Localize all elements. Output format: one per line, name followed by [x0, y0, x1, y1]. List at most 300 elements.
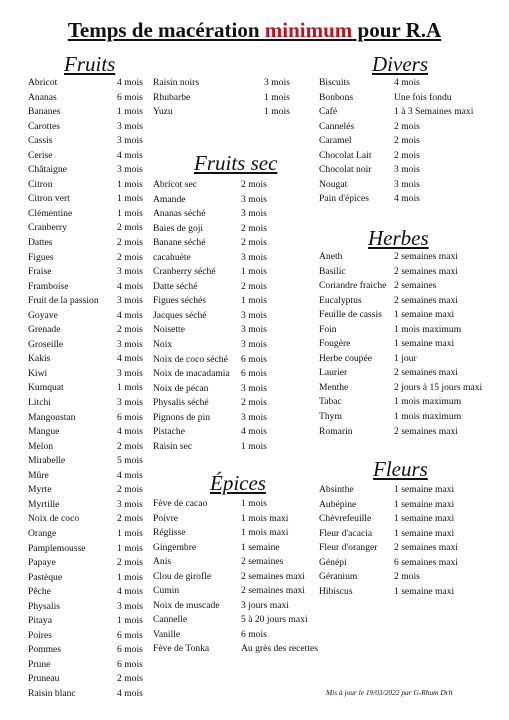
- item-name: Hibiscus: [319, 585, 353, 597]
- item-name: Fougère: [319, 338, 351, 350]
- list-item: [319, 512, 485, 527]
- item-duration: 4 mois: [117, 149, 143, 161]
- item-duration: 5 à 20 jours maxi: [241, 614, 308, 626]
- item-name: Réglisse: [153, 527, 186, 539]
- item-name: Abricot sec: [153, 179, 197, 190]
- list-item: [153, 599, 329, 614]
- item-name: Banane séché: [153, 237, 206, 249]
- item-name: Noix de coco: [28, 513, 80, 525]
- item-name: Herbe coupée: [319, 352, 372, 364]
- item-name: Kiwi: [28, 367, 48, 379]
- item-duration: 4 mois: [117, 687, 143, 699]
- list-item: [153, 309, 299, 324]
- item-name: Noix de coco séché: [153, 353, 228, 365]
- list-item: [319, 381, 485, 396]
- item-duration: 3 jours maxi: [241, 599, 289, 611]
- item-name: Bonbons: [319, 91, 354, 103]
- list-item: [153, 396, 299, 411]
- item-name: Fleur d'acacia: [319, 527, 373, 539]
- list-item: [28, 221, 150, 236]
- item-duration: 1 mois maxi: [241, 527, 289, 539]
- item-duration: 3 mois: [117, 266, 143, 278]
- item-duration: 3 mois: [117, 295, 143, 307]
- item-name: Ananas séché: [153, 208, 206, 220]
- item-duration: 4 mois: [394, 77, 420, 88]
- list-item: [28, 672, 150, 687]
- item-duration: 1 jour: [394, 352, 417, 364]
- list-item: [153, 497, 329, 512]
- item-duration: 3 mois: [117, 397, 143, 409]
- item-name: Feuille de cassis: [319, 309, 382, 321]
- list-item: [319, 105, 485, 120]
- list-item: [28, 149, 150, 164]
- title-highlight: minimum: [264, 18, 353, 42]
- item-name: Pamplemousse: [28, 542, 86, 554]
- item-duration: 4 mois: [117, 586, 143, 598]
- page-title: [0, 18, 509, 43]
- item-duration: 2 mois: [241, 237, 267, 249]
- item-name: Cranberry: [28, 222, 67, 234]
- list-item: [153, 613, 329, 628]
- item-duration: 2 mois: [394, 571, 420, 583]
- list-item: [28, 178, 150, 193]
- item-duration: 1 mois: [117, 615, 143, 627]
- item-name: Cerise: [28, 149, 53, 161]
- list-item: [319, 556, 485, 571]
- item-duration: 3 mois: [241, 411, 267, 423]
- item-duration: 3 mois: [241, 208, 267, 220]
- list-item: [28, 134, 150, 149]
- item-name: Rhubarbe: [153, 91, 191, 103]
- list-item: [319, 279, 485, 294]
- item-duration: 2 mois: [117, 440, 143, 452]
- item-name: Prune: [28, 658, 51, 670]
- item-name: Chocolat Lait: [319, 149, 372, 161]
- item-name: Cumin: [153, 585, 180, 597]
- list-item: [28, 571, 150, 586]
- item-duration: 1 à 3 Semaines maxi: [394, 106, 474, 118]
- item-name: Raisin noirs: [153, 77, 200, 88]
- item-duration: 2 mois: [117, 251, 143, 263]
- list-item: [153, 382, 299, 397]
- list-item: [28, 411, 150, 426]
- item-duration: 2 mois: [241, 179, 267, 190]
- item-duration: 3 mois: [241, 324, 267, 336]
- list-item: [28, 294, 150, 309]
- item-duration: 1 mois: [241, 440, 267, 452]
- item-duration: 3 mois: [117, 498, 143, 510]
- item-name: Datte séché: [153, 280, 198, 292]
- item-name: Bananes: [28, 106, 61, 118]
- list-item: [319, 366, 485, 381]
- item-duration: 2 mois: [117, 237, 143, 249]
- item-duration: 1 mois: [117, 382, 143, 394]
- item-name: Noisette: [153, 324, 185, 336]
- list-item: [319, 323, 485, 338]
- item-name: Cannelle: [153, 614, 188, 626]
- item-name: Pistache: [153, 426, 185, 438]
- item-name: Melon: [28, 440, 54, 452]
- list-item: [153, 338, 299, 353]
- item-duration: 3 mois: [117, 338, 143, 350]
- list-item: [28, 367, 150, 382]
- fruits-sec-list: [153, 178, 299, 454]
- item-duration: 1 semaine: [241, 541, 280, 553]
- item-name: Biscuits: [319, 77, 350, 88]
- list-item: [153, 411, 299, 426]
- list-item: [153, 425, 299, 440]
- item-duration: 1 semaine maxi: [394, 338, 455, 350]
- herbes-list: [319, 250, 485, 439]
- fruits-extra-list: [153, 76, 299, 120]
- list-item: [319, 352, 485, 367]
- item-name: Baies de goji: [153, 222, 204, 234]
- item-duration: 6 mois: [241, 353, 267, 365]
- item-name: Papaye: [28, 557, 56, 569]
- list-item: [28, 425, 150, 440]
- item-duration: 3 mois: [264, 77, 290, 88]
- item-name: Poivre: [153, 512, 179, 524]
- list-item: [28, 163, 150, 178]
- item-duration: 1 mois: [264, 91, 290, 103]
- list-item: [319, 308, 485, 323]
- item-name: Thym: [319, 411, 342, 423]
- item-name: Goyave: [28, 309, 58, 321]
- item-name: Mûre: [28, 469, 49, 481]
- list-item: [153, 76, 299, 91]
- item-duration: 2 jours à 15 jours maxi: [394, 381, 483, 393]
- item-name: Caramel: [319, 135, 352, 147]
- item-duration: 2 mois: [117, 557, 143, 569]
- fruits-list: [28, 76, 150, 702]
- item-duration: 1 semaine maxi: [394, 513, 455, 525]
- list-item: [319, 76, 485, 91]
- list-item: [28, 454, 150, 469]
- item-duration: 2 mois: [117, 222, 143, 234]
- list-item: [153, 178, 299, 193]
- item-duration: 2 semaines maxi: [394, 294, 458, 306]
- list-item: [153, 512, 329, 527]
- list-item: [28, 687, 150, 702]
- item-duration: 3 mois: [117, 367, 143, 379]
- item-duration: 1 mois: [117, 106, 143, 118]
- item-name: Citron: [28, 178, 53, 190]
- item-duration: 1 semaine maxi: [394, 484, 455, 495]
- list-item: [28, 105, 150, 120]
- list-item: [28, 440, 150, 455]
- item-duration: 2 mois: [117, 484, 143, 496]
- item-name: Citron vert: [28, 193, 70, 205]
- epices-list: [153, 497, 329, 657]
- item-name: Noix de macadamia: [153, 368, 230, 380]
- item-name: Châtaigne: [28, 164, 67, 176]
- list-item: [28, 236, 150, 251]
- item-duration: 2 semaines maxi: [241, 585, 305, 597]
- item-name: Fève de cacao: [153, 498, 208, 509]
- list-item: [319, 265, 485, 280]
- list-item: [28, 483, 150, 498]
- list-item: [28, 192, 150, 207]
- item-duration: 3 mois: [117, 164, 143, 176]
- list-item: [28, 91, 150, 106]
- item-duration: 4 mois: [394, 193, 420, 205]
- item-duration: 2 semaines maxi: [394, 367, 458, 379]
- item-duration: 1 mois: [117, 542, 143, 554]
- item-name: Myrtille: [28, 498, 60, 510]
- item-duration: 2 semaines: [241, 556, 284, 568]
- item-name: Groseille: [28, 338, 64, 350]
- item-name: Cassis: [28, 135, 53, 147]
- item-name: Abricot: [28, 77, 58, 88]
- item-duration: 2 mois: [241, 280, 267, 292]
- list-item: [319, 163, 485, 178]
- item-duration: 2 mois: [394, 149, 420, 161]
- item-duration: 1 mois: [241, 295, 267, 307]
- item-duration: 2 mois: [241, 222, 267, 234]
- list-item: [28, 251, 150, 266]
- section-heading-epices: Épices: [210, 471, 266, 495]
- item-duration: 4 mois: [117, 280, 143, 292]
- item-duration: 6 mois: [241, 628, 267, 640]
- item-duration: 4 mois: [117, 426, 143, 438]
- item-duration: 1 semaine maxi: [394, 527, 455, 539]
- list-item: [153, 323, 299, 338]
- item-duration: 1 mois: [117, 207, 143, 219]
- item-name: Pain d'épices: [319, 193, 369, 205]
- list-item: [28, 556, 150, 571]
- list-item: [28, 396, 150, 411]
- list-item: [153, 251, 299, 266]
- list-item: [153, 628, 329, 643]
- item-name: Pignons de pin: [153, 411, 211, 423]
- list-item: [153, 353, 299, 368]
- item-duration: Une fois fondu: [394, 91, 452, 103]
- list-item: [153, 555, 329, 570]
- item-name: Raisin blanc: [28, 687, 76, 699]
- item-name: Noix de pécan: [153, 382, 209, 394]
- list-item: [319, 120, 485, 135]
- item-duration: 6 mois: [117, 411, 143, 423]
- item-duration: 2 mois: [394, 135, 420, 147]
- item-name: Myrte: [28, 484, 52, 496]
- item-name: Fruit de la passion: [28, 295, 99, 307]
- list-item: [153, 294, 299, 309]
- item-name: Ananas: [28, 91, 57, 103]
- item-duration: 3 mois: [394, 164, 420, 176]
- list-item: [319, 483, 485, 498]
- item-duration: 4 mois: [117, 469, 143, 481]
- item-name: Pitaya: [28, 615, 52, 627]
- item-name: Fraise: [28, 266, 52, 278]
- item-name: Menthe: [319, 381, 349, 393]
- list-item: [153, 280, 299, 295]
- item-name: Café: [319, 106, 338, 118]
- item-duration: 1 mois: [241, 266, 267, 278]
- section-heading-herbes: Herbes: [368, 226, 429, 250]
- item-name: Aubépine: [319, 498, 357, 510]
- item-name: Physalis: [28, 600, 60, 612]
- item-duration: 1 mois: [117, 527, 143, 539]
- item-duration: 1 mois maximum: [394, 323, 462, 335]
- item-duration: 6 mois: [241, 368, 267, 380]
- list-item: [28, 585, 150, 600]
- list-item: [28, 600, 150, 615]
- item-name: Carottes: [28, 120, 60, 132]
- list-item: [28, 629, 150, 644]
- list-item: [28, 498, 150, 513]
- list-item: [319, 192, 485, 207]
- list-item: [319, 134, 485, 149]
- item-duration: 1 mois maximum: [394, 396, 462, 408]
- list-item: [319, 395, 485, 410]
- item-duration: Au grès des recettes: [241, 643, 318, 655]
- item-duration: 2 semaines maxi: [394, 542, 458, 554]
- item-name: Coriandre fraiche: [319, 280, 387, 292]
- item-name: Gingembre: [153, 541, 197, 553]
- item-name: Vanille: [153, 628, 181, 640]
- item-name: Cranberry séché: [153, 266, 216, 278]
- list-item: [28, 309, 150, 324]
- item-name: Clémentine: [28, 207, 73, 219]
- item-name: Pruneau: [28, 673, 60, 685]
- list-item: [319, 149, 485, 164]
- item-duration: 2 semaines maxi: [394, 251, 458, 262]
- item-duration: 1 mois: [117, 178, 143, 190]
- list-item: [28, 323, 150, 338]
- item-duration: 4 mois: [117, 77, 143, 88]
- item-duration: 2 semaines maxi: [241, 570, 305, 582]
- item-duration: 1 mois: [117, 571, 143, 583]
- list-item: [28, 280, 150, 295]
- item-duration: 3 mois: [241, 193, 267, 205]
- item-name: Kakis: [28, 353, 51, 365]
- list-item: [319, 585, 485, 600]
- list-item: [153, 207, 299, 222]
- item-duration: 1 mois maximum: [394, 411, 462, 423]
- item-name: Mangoustan: [28, 411, 76, 423]
- item-name: Noix de muscade: [153, 599, 220, 611]
- item-duration: 4 mois: [117, 309, 143, 321]
- item-duration: 2 mois: [117, 673, 143, 685]
- item-duration: 2 semaines: [394, 280, 437, 292]
- item-name: Poires: [28, 629, 52, 641]
- item-name: Basilic: [319, 265, 346, 277]
- list-item: [319, 425, 485, 440]
- list-item: [153, 570, 329, 585]
- item-duration: 6 mois: [117, 644, 143, 656]
- item-name: Aneth: [319, 251, 343, 262]
- item-duration: 2 mois: [394, 120, 420, 132]
- item-name: Pommes: [28, 644, 62, 656]
- item-name: Fève de Tonka: [153, 643, 210, 655]
- item-name: Dattes: [28, 237, 53, 249]
- list-item: [319, 178, 485, 193]
- list-item: [319, 91, 485, 106]
- item-name: cacahuète: [153, 251, 191, 263]
- item-duration: 1 mois: [264, 106, 290, 118]
- item-duration: 1 semaine maxi: [394, 498, 455, 510]
- list-item: [153, 265, 299, 280]
- list-item: [153, 193, 299, 208]
- item-name: Kumquat: [28, 382, 64, 394]
- item-name: Absinthe: [319, 484, 354, 495]
- list-item: [28, 614, 150, 629]
- item-name: Géranium: [319, 571, 358, 583]
- item-duration: 1 mois: [241, 498, 267, 509]
- item-duration: 3 mois: [241, 339, 267, 351]
- item-name: Nougat: [319, 178, 348, 190]
- list-item: [153, 236, 299, 251]
- item-duration: 3 mois: [241, 251, 267, 263]
- list-item: [153, 440, 299, 455]
- list-item: [28, 381, 150, 396]
- title-prefix: Temps de macération: [67, 18, 265, 42]
- list-item: [319, 337, 485, 352]
- item-duration: 3 mois: [241, 382, 267, 394]
- list-item: [28, 338, 150, 353]
- item-duration: 3 mois: [117, 135, 143, 147]
- title-suffix: pour R.A: [352, 18, 442, 42]
- item-duration: 6 mois: [117, 658, 143, 670]
- item-name: Laurier: [319, 367, 348, 379]
- item-duration: 2 mois: [117, 513, 143, 525]
- list-item: [28, 469, 150, 484]
- item-name: Framboise: [28, 280, 69, 292]
- item-name: Pastèque: [28, 571, 63, 583]
- item-name: Litchi: [28, 397, 51, 409]
- item-name: Fleur d'oranger: [319, 542, 378, 554]
- item-duration: 1 mois maxi: [241, 512, 289, 524]
- item-name: Amande: [153, 193, 186, 205]
- list-item: [28, 352, 150, 367]
- list-item: [319, 294, 485, 309]
- section-heading-fleurs: Fleurs: [373, 457, 428, 481]
- item-name: Génépi: [319, 556, 347, 568]
- item-name: Figues séchés: [153, 295, 207, 307]
- item-duration: 2 mois: [241, 397, 267, 409]
- item-duration: 1 semaine maxi: [394, 309, 455, 321]
- item-name: Cannelés: [319, 120, 355, 132]
- section-heading-divers: Divers: [372, 52, 428, 76]
- list-item: [28, 527, 150, 542]
- item-duration: 2 semaines maxi: [394, 265, 458, 277]
- item-duration: 2 mois: [117, 324, 143, 336]
- list-item: [153, 367, 299, 382]
- item-name: Jacques séché: [153, 309, 207, 321]
- item-duration: 3 mois: [394, 178, 420, 190]
- item-name: Grenade: [28, 324, 61, 336]
- item-duration: 6 semaines maxi: [394, 556, 458, 568]
- list-item: [319, 570, 485, 585]
- item-name: Noix: [153, 339, 173, 351]
- item-name: Mirabelle: [28, 455, 66, 467]
- item-duration: 6 mois: [117, 629, 143, 641]
- item-name: Raisin sec: [153, 440, 193, 452]
- list-item: [319, 527, 485, 542]
- item-duration: 3 mois: [117, 120, 143, 132]
- item-name: Physalis séché: [153, 397, 209, 409]
- item-duration: 3 mois: [117, 600, 143, 612]
- item-name: Clou de girofle: [153, 570, 212, 582]
- item-name: Orange: [28, 527, 57, 539]
- list-item: [153, 584, 329, 599]
- list-item: [28, 120, 150, 135]
- list-item: [28, 658, 150, 673]
- list-item: [319, 541, 485, 556]
- list-item: [28, 207, 150, 222]
- list-item: [28, 76, 150, 91]
- update-note: Mis à jour le 19/03/2022 par G-Rhum Drlt: [326, 688, 453, 697]
